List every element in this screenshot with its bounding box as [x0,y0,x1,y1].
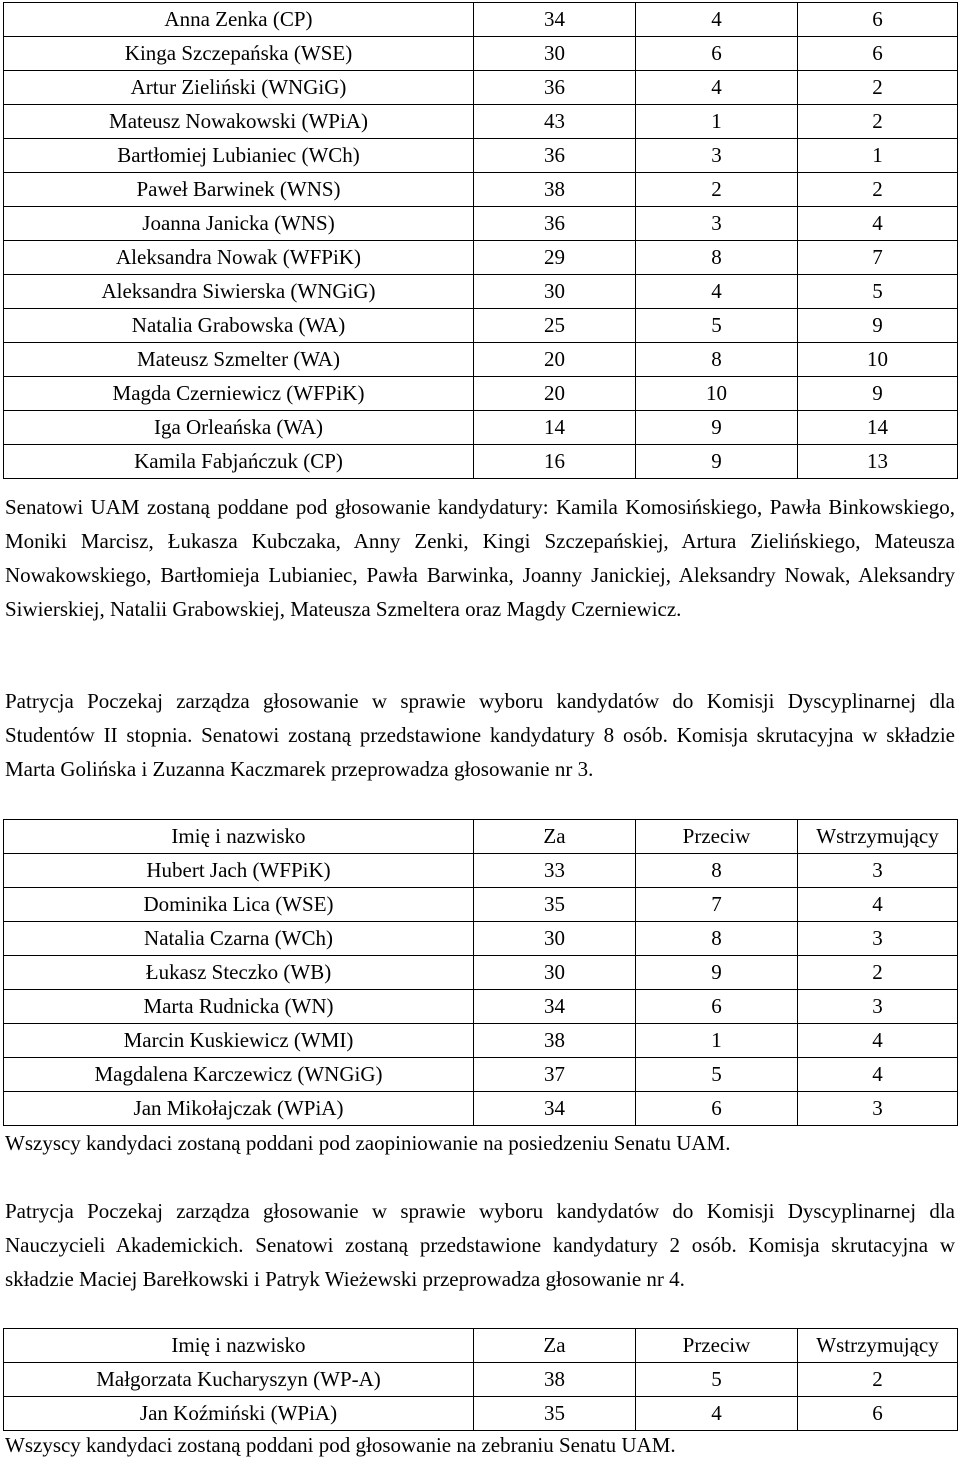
votes-table-2 [3,819,958,1126]
header-cell: Imię i nazwisko [4,1329,474,1363]
name-cell: Małgorzata Kucharyszyn (WP-A) [4,1363,474,1397]
votes-for-cell: 38 [474,173,636,207]
table-row [4,1058,958,1092]
table-row [4,207,958,241]
table-row [4,888,958,922]
name-cell: Iga Orleańska (WA) [4,411,474,445]
votes-abstain-cell: 13 [798,445,958,479]
table-row [4,445,958,479]
table-row [4,854,958,888]
votes-abstain-cell: 6 [798,37,958,71]
table-row [4,3,958,37]
votes-against-cell: 9 [636,956,798,990]
header-cell: Wstrzymujący [798,1329,958,1363]
votes-abstain-cell: 2 [798,956,958,990]
votes-for-cell: 35 [474,1397,636,1431]
votes-against-cell: 7 [636,888,798,922]
votes-abstain-cell: 2 [798,1363,958,1397]
votes-for-cell: 30 [474,275,636,309]
header-cell: Przeciw [636,1329,798,1363]
table-row [4,956,958,990]
votes-against-cell: 1 [636,105,798,139]
name-cell: Natalia Grabowska (WA) [4,309,474,343]
votes-table-1 [3,2,958,479]
votes-against-cell: 1 [636,1024,798,1058]
votes-abstain-cell: 4 [798,207,958,241]
name-cell: Marcin Kuskiewicz (WMI) [4,1024,474,1058]
votes-against-cell: 4 [636,1397,798,1431]
paragraph-vote-3-intro: Patrycja Poczekaj zarządza głosowanie w sprawie wyboru kandydatów do Komisji Dyscyplinarnej dla Studentów II stopnia. Senatowi zostaną przedstawione kandydatury 8 osób. Komisja skrutacyjna w składzie Marta Golińska i Zuzanna Kaczmarek przeprowadza głosowanie nr 3. [5,689,955,781]
name-cell: Artur Zieliński (WNGiG) [4,71,474,105]
votes-abstain-cell: 4 [798,1024,958,1058]
table-row [4,1363,958,1397]
name-cell: Anna Zenka (CP) [4,3,474,37]
name-cell: Mateusz Szmelter (WA) [4,343,474,377]
table-row [4,377,958,411]
name-cell: Marta Rudnicka (WN) [4,990,474,1024]
votes-abstain-cell: 3 [798,922,958,956]
table-row [4,309,958,343]
table-header-row [4,1329,958,1363]
votes-against-cell: 5 [636,1363,798,1397]
name-cell: Bartłomiej Lubianiec (WCh) [4,139,474,173]
header-cell: Przeciw [636,820,798,854]
votes-abstain-cell: 9 [798,377,958,411]
name-cell: Joanna Janicka (WNS) [4,207,474,241]
table-row [4,37,958,71]
votes-for-cell: 25 [474,309,636,343]
votes-for-cell: 36 [474,71,636,105]
name-cell: Natalia Czarna (WCh) [4,922,474,956]
header-cell: Za [474,820,636,854]
votes-against-cell: 6 [636,37,798,71]
votes-for-cell: 30 [474,956,636,990]
votes-for-cell: 34 [474,990,636,1024]
header-cell: Wstrzymujący [798,820,958,854]
table-row [4,105,958,139]
paragraph-vote-3-result: Wszyscy kandydaci zostaną poddani pod zaopiniowanie na posiedzeniu Senatu UAM. [5,1131,731,1155]
votes-against-cell: 4 [636,275,798,309]
table-row [4,1024,958,1058]
name-cell: Aleksandra Siwierska (WNGiG) [4,275,474,309]
votes-for-cell: 43 [474,105,636,139]
table-row [4,1397,958,1431]
votes-against-cell: 9 [636,445,798,479]
name-cell: Dominika Lica (WSE) [4,888,474,922]
votes-for-cell: 34 [474,1092,636,1126]
votes-abstain-cell: 9 [798,309,958,343]
name-cell: Paweł Barwinek (WNS) [4,173,474,207]
votes-abstain-cell: 4 [798,888,958,922]
votes-abstain-cell: 14 [798,411,958,445]
votes-for-cell: 29 [474,241,636,275]
votes-for-cell: 37 [474,1058,636,1092]
votes-abstain-cell: 5 [798,275,958,309]
votes-against-cell: 5 [636,309,798,343]
votes-abstain-cell: 6 [798,3,958,37]
table-row [4,990,958,1024]
table-row [4,139,958,173]
name-cell: Magda Czerniewicz (WFPiK) [4,377,474,411]
votes-for-cell: 20 [474,343,636,377]
votes-for-cell: 30 [474,37,636,71]
votes-abstain-cell: 7 [798,241,958,275]
votes-for-cell: 30 [474,922,636,956]
votes-against-cell: 8 [636,343,798,377]
votes-against-cell: 3 [636,139,798,173]
table-row [4,343,958,377]
votes-for-cell: 36 [474,139,636,173]
name-cell: Aleksandra Nowak (WFPiK) [4,241,474,275]
votes-against-cell: 3 [636,207,798,241]
votes-against-cell: 8 [636,241,798,275]
table-row [4,275,958,309]
header-cell: Imię i nazwisko [4,820,474,854]
votes-for-cell: 36 [474,207,636,241]
table-row [4,411,958,445]
votes-for-cell: 34 [474,3,636,37]
table-row [4,1092,958,1126]
votes-abstain-cell: 4 [798,1058,958,1092]
name-cell: Kamila Fabjańczuk (CP) [4,445,474,479]
table-row [4,173,958,207]
header-cell: Za [474,1329,636,1363]
table-row [4,922,958,956]
votes-for-cell: 16 [474,445,636,479]
votes-against-cell: 9 [636,411,798,445]
votes-against-cell: 4 [636,3,798,37]
votes-abstain-cell: 6 [798,1397,958,1431]
votes-table-3 [3,1328,958,1431]
votes-against-cell: 8 [636,854,798,888]
votes-for-cell: 14 [474,411,636,445]
votes-for-cell: 38 [474,1024,636,1058]
name-cell: Jan Koźmiński (WPiA) [4,1397,474,1431]
votes-abstain-cell: 3 [798,990,958,1024]
name-cell: Hubert Jach (WFPiK) [4,854,474,888]
paragraph-senate-candidates: Senatowi UAM zostaną poddane pod głosowanie kandydatury: Kamila Komosińskiego, Pawła Binkowskiego, Moniki Marcisz, Łukasza Kubczaka, Anny Zenki, Kingi Szczepańskiej, Artura Zielińskiego, Mateusza Nowakowskiego, Bartłomieja Lubianiec, Pawła Barwinka, Joanny Janickiej, Aleksandry Nowak, Aleksandry Siwierskiej, Natalii Grabowskiej, Mateusza Szmeltera oraz Magdy Czerniewicz. [5,495,955,621]
table-row [4,241,958,275]
votes-against-cell: 2 [636,173,798,207]
votes-against-cell: 8 [636,922,798,956]
votes-for-cell: 20 [474,377,636,411]
votes-for-cell: 35 [474,888,636,922]
votes-against-cell: 6 [636,1092,798,1126]
votes-abstain-cell: 3 [798,854,958,888]
name-cell: Magdalena Karczewicz (WNGiG) [4,1058,474,1092]
paragraph-vote-4-result: Wszyscy kandydaci zostaną poddani pod głosowanie na zebraniu Senatu UAM. [5,1433,676,1457]
votes-abstain-cell: 1 [798,139,958,173]
votes-against-cell: 10 [636,377,798,411]
table-header-row [4,820,958,854]
votes-for-cell: 38 [474,1363,636,1397]
paragraph-vote-4-intro: Patrycja Poczekaj zarządza głosowanie w sprawie wyboru kandydatów do Komisji Dyscyplinarnej dla Nauczycieli Akademickich. Senatowi zostaną przedstawione kandydatury 2 osób. Komisja skrutacyjna w składzie Maciej Barełkowski i Patryk Wieżewski przeprowadza głosowanie nr 4. [5,1199,955,1291]
votes-against-cell: 6 [636,990,798,1024]
name-cell: Łukasz Steczko (WB) [4,956,474,990]
votes-against-cell: 5 [636,1058,798,1092]
votes-abstain-cell: 2 [798,105,958,139]
votes-abstain-cell: 10 [798,343,958,377]
votes-abstain-cell: 3 [798,1092,958,1126]
votes-for-cell: 33 [474,854,636,888]
votes-abstain-cell: 2 [798,71,958,105]
name-cell: Mateusz Nowakowski (WPiA) [4,105,474,139]
name-cell: Kinga Szczepańska (WSE) [4,37,474,71]
table-row [4,71,958,105]
votes-against-cell: 4 [636,71,798,105]
name-cell: Jan Mikołajczak (WPiA) [4,1092,474,1126]
votes-abstain-cell: 2 [798,173,958,207]
